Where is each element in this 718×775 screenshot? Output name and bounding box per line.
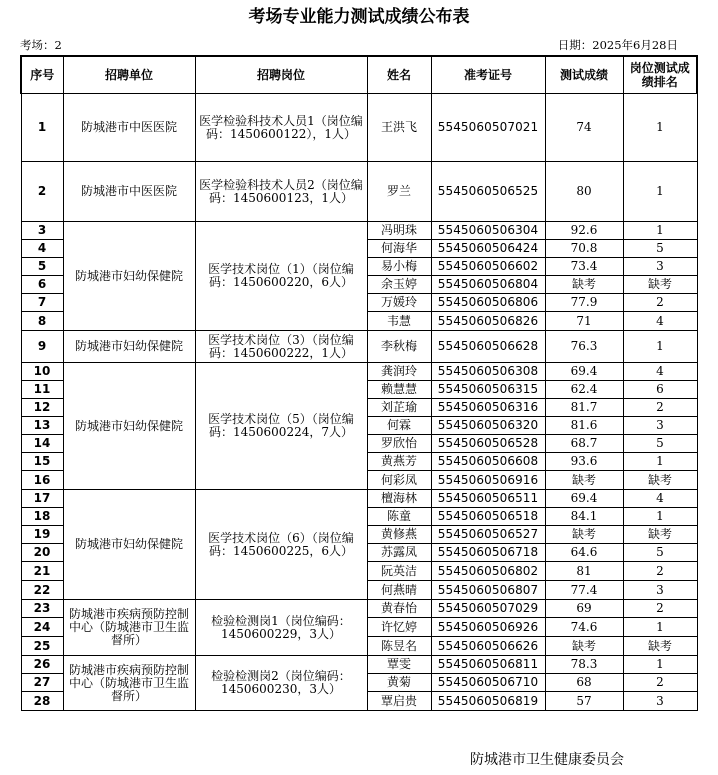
table-row — [21, 656, 697, 674]
cell-name: 黄春怡 — [367, 600, 431, 618]
cell-seq: 26 — [21, 656, 63, 674]
cell-name: 易小梅 — [367, 258, 431, 276]
cell-score: 73.4 — [545, 258, 623, 276]
cell-rank: 1 — [623, 618, 697, 637]
cell-seq: 19 — [21, 526, 63, 544]
page-title: 考场专业能力测试成绩公布表 — [248, 7, 470, 27]
cell-name: 李秋梅 — [367, 331, 431, 363]
cell-score: 81.7 — [545, 399, 623, 417]
cell-seq: 15 — [21, 453, 63, 471]
cell-rank: 1 — [623, 331, 697, 363]
cell-post: 检验检测岗2（岗位编码：1450600230，3人） — [195, 656, 367, 711]
cell-seq: 2 — [21, 162, 63, 222]
cell-score: 68 — [545, 674, 623, 692]
cell-rank: 1 — [623, 453, 697, 471]
cell-post: 医学检验科技术人员1（岗位编码：1450600122），1人） — [195, 94, 367, 162]
cell-unit: 防城港市中医医院 — [63, 94, 195, 162]
cell-seq: 6 — [21, 276, 63, 294]
cell-seq: 7 — [21, 294, 63, 312]
cell-name: 赖慧慧 — [367, 381, 431, 399]
table-row — [21, 222, 697, 240]
cell-seq: 11 — [21, 381, 63, 399]
cell-name: 何霖 — [367, 417, 431, 435]
cell-seq: 18 — [21, 508, 63, 526]
cell-score: 69.4 — [545, 363, 623, 381]
cell-seq: 1 — [21, 94, 63, 162]
cell-rank: 3 — [623, 581, 697, 600]
cell-score: 71 — [545, 312, 623, 331]
cell-post: 医学技术岗位（3）（岗位编码：1450600222，1人） — [195, 331, 367, 363]
cell-seq: 3 — [21, 222, 63, 240]
cell-seq: 22 — [21, 581, 63, 600]
cell-score: 84.1 — [545, 508, 623, 526]
score-table — [20, 55, 698, 711]
cell-exam-no: 5545060506802 — [431, 562, 545, 581]
cell-score: 缺考 — [545, 637, 623, 656]
cell-score: 81.6 — [545, 417, 623, 435]
cell-seq: 20 — [21, 544, 63, 562]
cell-seq: 27 — [21, 674, 63, 692]
header-unit: 招聘单位 — [63, 56, 195, 94]
cell-exam-no: 5545060506628 — [431, 331, 545, 363]
cell-exam-no: 5545060506811 — [431, 656, 545, 674]
cell-rank: 1 — [623, 508, 697, 526]
cell-seq: 28 — [21, 692, 63, 711]
cell-exam-no: 5545060506320 — [431, 417, 545, 435]
cell-rank: 3 — [623, 692, 697, 711]
cell-unit: 防城港市疾病预防控制中心（防城港市卫生监督所） — [63, 600, 195, 656]
cell-rank: 1 — [623, 222, 697, 240]
cell-score: 93.6 — [545, 453, 623, 471]
cell-rank: 缺考 — [623, 471, 697, 490]
cell-name: 黄修燕 — [367, 526, 431, 544]
cell-exam-no: 5545060507029 — [431, 600, 545, 618]
cell-unit: 防城港市疾病预防控制中心（防城港市卫生监督所） — [63, 656, 195, 711]
header-post: 招聘岗位 — [195, 56, 367, 94]
cell-score: 77.4 — [545, 581, 623, 600]
cell-post: 医学技术岗位（6）（岗位编码：1450600225，6人） — [195, 490, 367, 600]
cell-seq: 4 — [21, 240, 63, 258]
cell-rank: 缺考 — [623, 637, 697, 656]
cell-name: 何燕晴 — [367, 581, 431, 600]
cell-seq: 8 — [21, 312, 63, 331]
cell-rank: 4 — [623, 363, 697, 381]
cell-seq: 5 — [21, 258, 63, 276]
table-header-row — [21, 56, 697, 94]
cell-exam-no: 5545060506710 — [431, 674, 545, 692]
cell-score: 缺考 — [545, 276, 623, 294]
cell-name: 黄燕芳 — [367, 453, 431, 471]
cell-rank: 3 — [623, 417, 697, 435]
cell-name: 陈昱名 — [367, 637, 431, 656]
cell-rank: 2 — [623, 674, 697, 692]
cell-name: 龚润玲 — [367, 363, 431, 381]
cell-exam-no: 5545060506608 — [431, 453, 545, 471]
cell-score: 74.6 — [545, 618, 623, 637]
table-row — [21, 363, 697, 381]
cell-score: 92.6 — [545, 222, 623, 240]
cell-post: 医学技术岗位（5）（岗位编码：1450600224，7人） — [195, 363, 367, 490]
cell-exam-no: 5545060506316 — [431, 399, 545, 417]
cell-exam-no: 5545060506527 — [431, 526, 545, 544]
cell-exam-no: 5545060506308 — [431, 363, 545, 381]
cell-rank: 2 — [623, 294, 697, 312]
cell-exam-no: 5545060507021 — [431, 94, 545, 162]
cell-rank: 1 — [623, 94, 697, 162]
cell-name: 韦慧 — [367, 312, 431, 331]
cell-exam-no: 5545060506424 — [431, 240, 545, 258]
cell-score: 77.9 — [545, 294, 623, 312]
cell-name: 覃雯 — [367, 656, 431, 674]
cell-score: 74 — [545, 94, 623, 162]
cell-name: 万媛玲 — [367, 294, 431, 312]
cell-seq: 17 — [21, 490, 63, 508]
cell-rank: 2 — [623, 399, 697, 417]
cell-score: 68.7 — [545, 435, 623, 453]
cell-post: 医学技术岗位（1）（岗位编码：1450600220，6人） — [195, 222, 367, 331]
cell-exam-no: 5545060506826 — [431, 312, 545, 331]
header-rank: 岗位测试成绩排名 — [623, 56, 697, 94]
cell-name: 何海华 — [367, 240, 431, 258]
cell-name: 覃启贵 — [367, 692, 431, 711]
cell-name: 陈童 — [367, 508, 431, 526]
cell-unit: 防城港市中医医院 — [63, 162, 195, 222]
cell-score: 57 — [545, 692, 623, 711]
cell-score: 62.4 — [545, 381, 623, 399]
cell-exam-no: 5545060506518 — [431, 508, 545, 526]
cell-seq: 10 — [21, 363, 63, 381]
cell-rank: 6 — [623, 381, 697, 399]
cell-exam-no: 5545060506525 — [431, 162, 545, 222]
cell-exam-no: 5545060506602 — [431, 258, 545, 276]
header-score: 测试成绩 — [545, 56, 623, 94]
cell-rank: 4 — [623, 490, 697, 508]
date-label: 日期：2025年6月28日 — [557, 38, 678, 52]
cell-exam-no: 5545060506916 — [431, 471, 545, 490]
cell-name: 黄菊 — [367, 674, 431, 692]
cell-post: 检验检测岗1（岗位编码：1450600229，3人） — [195, 600, 367, 656]
cell-unit: 防城港市妇幼保健院 — [63, 363, 195, 490]
cell-name: 冯明珠 — [367, 222, 431, 240]
header-seq: 序号 — [21, 56, 63, 94]
cell-exam-no: 5545060506926 — [431, 618, 545, 637]
cell-name: 何彩凤 — [367, 471, 431, 490]
cell-exam-no: 5545060506806 — [431, 294, 545, 312]
cell-name: 王洪飞 — [367, 94, 431, 162]
cell-score: 缺考 — [545, 471, 623, 490]
cell-rank: 3 — [623, 258, 697, 276]
cell-score: 76.3 — [545, 331, 623, 363]
cell-rank: 5 — [623, 240, 697, 258]
table-row — [21, 94, 697, 162]
cell-score: 缺考 — [545, 526, 623, 544]
footer-issuer: 防城港市卫生健康委员会 — [470, 752, 624, 768]
cell-exam-no: 5545060506304 — [431, 222, 545, 240]
cell-score: 69 — [545, 600, 623, 618]
cell-exam-no: 5545060506718 — [431, 544, 545, 562]
cell-name: 罗兰 — [367, 162, 431, 222]
cell-seq: 25 — [21, 637, 63, 656]
cell-exam-no: 5545060506807 — [431, 581, 545, 600]
cell-unit: 防城港市妇幼保健院 — [63, 490, 195, 600]
header-name: 姓名 — [367, 56, 431, 94]
cell-rank: 5 — [623, 544, 697, 562]
exam-room-label: 考场：2 — [20, 38, 62, 52]
table-row — [21, 331, 697, 363]
cell-score: 70.8 — [545, 240, 623, 258]
cell-rank: 4 — [623, 312, 697, 331]
cell-exam-no: 5545060506819 — [431, 692, 545, 711]
cell-unit: 防城港市妇幼保健院 — [63, 331, 195, 363]
cell-seq: 13 — [21, 417, 63, 435]
cell-unit: 防城港市妇幼保健院 — [63, 222, 195, 331]
cell-post: 医学检验科技术人员2（岗位编码：1450600123，1人） — [195, 162, 367, 222]
cell-score: 69.4 — [545, 490, 623, 508]
cell-name: 许忆婷 — [367, 618, 431, 637]
cell-rank: 2 — [623, 562, 697, 581]
cell-name: 阮英洁 — [367, 562, 431, 581]
cell-seq: 9 — [21, 331, 63, 363]
cell-seq: 16 — [21, 471, 63, 490]
cell-score: 81 — [545, 562, 623, 581]
cell-exam-no: 5545060506804 — [431, 276, 545, 294]
cell-name: 余玉婷 — [367, 276, 431, 294]
cell-name: 苏露凤 — [367, 544, 431, 562]
cell-name: 檀海林 — [367, 490, 431, 508]
cell-seq: 12 — [21, 399, 63, 417]
cell-rank: 1 — [623, 162, 697, 222]
cell-exam-no: 5545060506511 — [431, 490, 545, 508]
cell-name: 刘芷瑜 — [367, 399, 431, 417]
cell-rank: 缺考 — [623, 526, 697, 544]
cell-exam-no: 5545060506528 — [431, 435, 545, 453]
table-row — [21, 600, 697, 618]
cell-seq: 24 — [21, 618, 63, 637]
cell-rank: 1 — [623, 656, 697, 674]
cell-name: 罗欣怡 — [367, 435, 431, 453]
cell-rank: 5 — [623, 435, 697, 453]
cell-rank: 2 — [623, 600, 697, 618]
header-exam-no: 准考证号 — [431, 56, 545, 94]
cell-exam-no: 5545060506626 — [431, 637, 545, 656]
cell-score: 80 — [545, 162, 623, 222]
cell-score: 78.3 — [545, 656, 623, 674]
table-row — [21, 490, 697, 508]
cell-exam-no: 5545060506315 — [431, 381, 545, 399]
cell-seq: 14 — [21, 435, 63, 453]
table-row — [21, 162, 697, 222]
cell-score: 64.6 — [545, 544, 623, 562]
cell-seq: 21 — [21, 562, 63, 581]
cell-rank: 缺考 — [623, 276, 697, 294]
cell-seq: 23 — [21, 600, 63, 618]
